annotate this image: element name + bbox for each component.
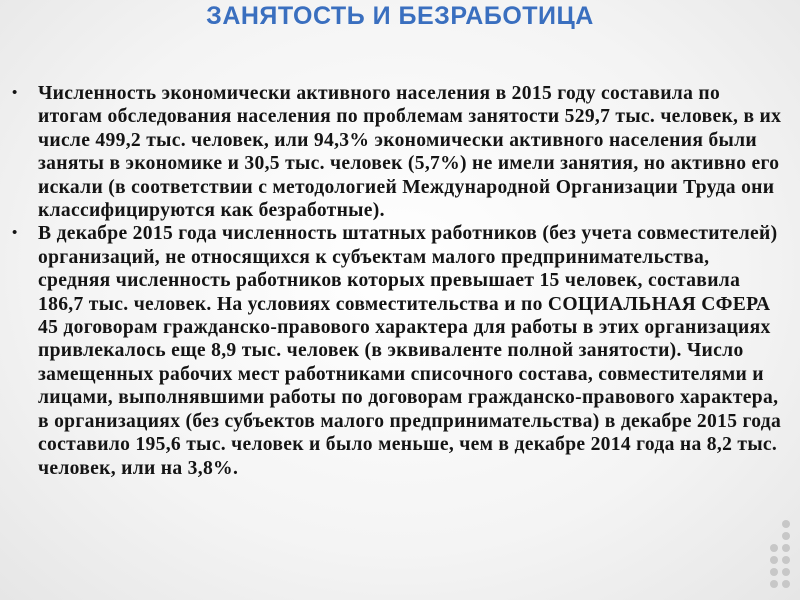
bullet-item: [6, 82, 782, 222]
decorative-dots-icon: [768, 518, 794, 598]
bullet-marker: •: [12, 85, 18, 101]
bullet-text: В декабре 2015 года численность штатных работников (без учета совместителей) организаций, не относящихся к субъектам малого предпринимательства, средняя численность работников которых превышает 15 человек, составила 186,7 тыс. человек. На условиях совместительства и по СОЦИАЛЬНАЯ СФЕРА 45 договорам гражданско-правового характера для работы в этих организациях привлекалось еще 8,9 тыс. человек (в эквиваленте полной занятости). Число замещенных рабочих мест работниками списочного состава, совместителями и лицами, выполнявшими работы по договорам гражданско-правового характера, в организациях (без субъектов малого предпринимательства) в декабре 2015 года составило 195,6 тыс. человек и было меньше, чем в декабре 2014 года на 8,2 тыс. человек, или на 3,8%.: [38, 223, 782, 479]
bullet-item: [6, 222, 782, 479]
bullet-marker: •: [12, 225, 18, 242]
slide-title: ЗАНЯТОСТЬ И БЕЗРАБОТИЦА: [206, 2, 594, 30]
bullet-text: Численность экономически активного населения в 2015 году составила по итогам обследования населения по проблемам занятости 529,7 тыс. человек, в их числе 499,2 тыс. человек, или 94,3% экономически активного населения были заняты в экономике и 30,5 тыс. человек (5,7%) не имели занятия, но активно его искали (в соответствии с методологией Международной Организации Труда они классифицируются как безработные).: [38, 83, 782, 222]
bullet-list: [6, 82, 782, 480]
